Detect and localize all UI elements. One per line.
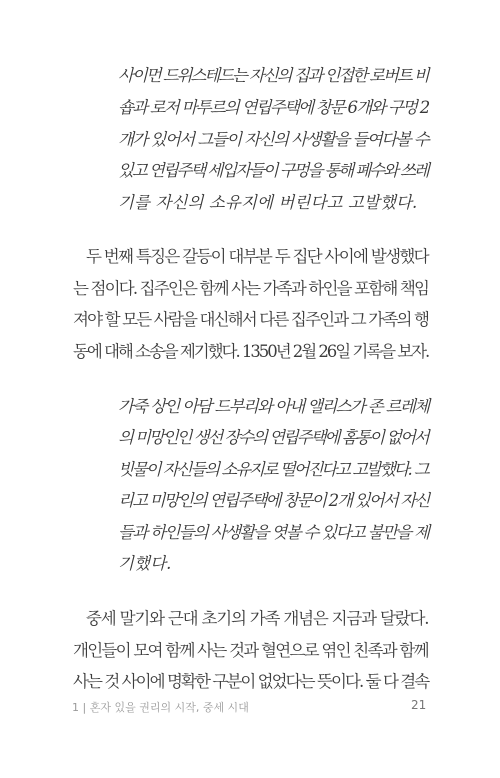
quote-line: 있고 연립주택 세입자들이 구멍을 통해 폐수와 쓰레 — [118, 161, 428, 180]
quote-line: 개가 있어서 그들이 자신의 사생활을 들여다볼 수 — [118, 130, 429, 149]
paragraph-line: 개인들이 모여 함께 사는 것과 혈연으로 엮인 친족과 함께 — [73, 641, 428, 660]
page-number: 21 — [411, 698, 427, 712]
paragraph-line: 는 점이다. 집주인은 함께 사는 가족과 하인을 포함해 책임 — [73, 279, 429, 298]
quote-line: 사이먼 드위스테드는 자신의 집과 인접한 로버트 비 — [118, 66, 428, 85]
paragraph-line: 두 번째 특징은 갈등이 대부분 두 집단 사이에 발생했다 — [86, 247, 428, 266]
paragraph-line: 중세 말기와 근대 초기의 가족 개념은 지금과 달랐다. — [86, 609, 429, 628]
paragraph-line: 동에 대해 소송을 제기했다. 1350년 2월 26일 기록을 보자. — [73, 342, 429, 361]
quote-line: 빗물이 자신들의 소유지로 떨어진다고 고발했다. 그 — [118, 460, 428, 479]
quote-line: 숍과 로저 마투르의 연립주택에 창문 6개와 구멍 2 — [118, 98, 429, 117]
paragraph-line: 져야 할 모든 사람을 대신해서 다른 집주인과 그 가족의 행 — [73, 310, 429, 329]
quote-line: 리고 미망인의 연립주택에 창문이 2개 있어서 자신 — [118, 491, 429, 510]
paragraph-line: 사는 것 사이에 명확한 구분이 없었다는 뜻이다. 둘 다 결속 — [73, 672, 429, 691]
quote-line: 들과 하인들의 사생활을 엿볼 수 있다고 불만을 제 — [118, 523, 429, 542]
running-head: 1 | 혼자 있을 권리의 시작, 중세 시대 — [72, 701, 249, 714]
quote-line: 기했다. — [118, 554, 172, 573]
quote-line: 가죽 상인 아담 드부리와 아내 앨리스가 존 르레체 — [118, 397, 429, 416]
quote-line: 의 미망인인 생선 장수의 연립주택에 홈통이 없어서 — [118, 428, 428, 447]
quote-line: 기를 자신의 소유지에 버린다고 고발했다. — [118, 193, 418, 212]
